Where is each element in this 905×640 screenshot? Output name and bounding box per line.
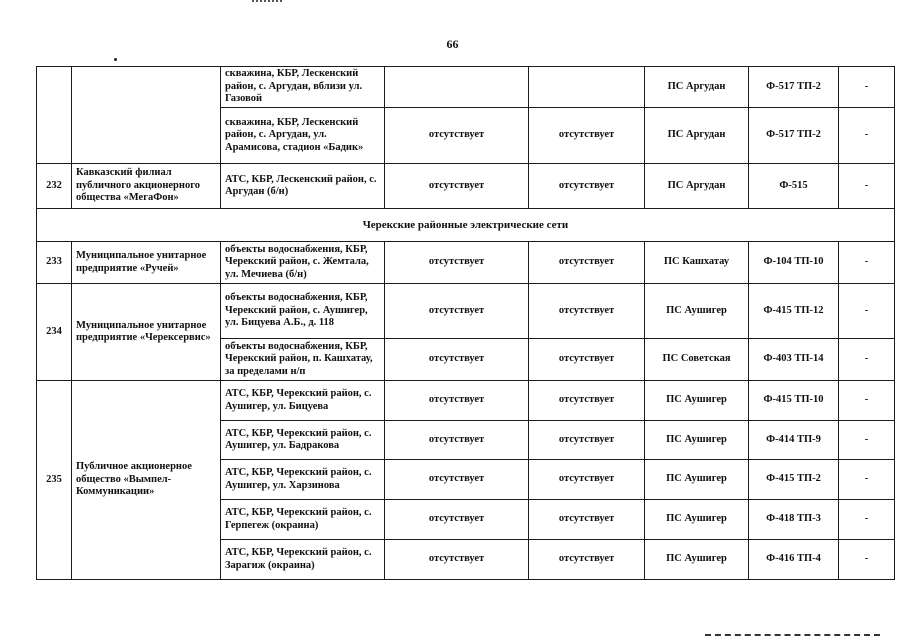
address-cell: АТС, КБР, Лескенский район, с. Аргудан (б/н)	[221, 164, 385, 209]
last-cell: -	[839, 460, 895, 500]
col5-cell: отсутствует	[529, 540, 645, 580]
col4-cell: отсутствует	[385, 460, 529, 500]
col5-cell: отсутствует	[529, 421, 645, 460]
substation-cell: ПС Аушигер	[645, 381, 749, 421]
col5-cell: отсутствует	[529, 500, 645, 540]
substation-cell: ПС Аушигер	[645, 540, 749, 580]
feeder-cell: Ф-515	[749, 164, 839, 209]
section-row	[37, 209, 895, 242]
feeder-cell: Ф-104 ТП-10	[749, 242, 839, 284]
feeder-cell: Ф-416 ТП-4	[749, 540, 839, 580]
last-cell: -	[839, 421, 895, 460]
table-row	[37, 67, 895, 108]
col4-cell: отсутствует	[385, 242, 529, 284]
feeder-cell: Ф-415 ТП-10	[749, 381, 839, 421]
col4-cell: отсутствует	[385, 164, 529, 209]
feeder-cell: Ф-414 ТП-9	[749, 421, 839, 460]
substation-cell: ПС Аушигер	[645, 421, 749, 460]
owner-cell: Кавказский филиал публичного акционерного общества «МегаФон»	[72, 164, 221, 209]
scan-speck	[114, 58, 117, 61]
feeder-cell: Ф-418 ТП-3	[749, 500, 839, 540]
owner-cell	[72, 67, 221, 164]
owner-cell: Муниципальное унитарное предприятие «Черексервис»	[72, 284, 221, 381]
data-table	[36, 66, 895, 580]
feeder-cell: Ф-517 ТП-2	[749, 67, 839, 108]
table-row	[37, 381, 895, 421]
col4-cell: отсутствует	[385, 500, 529, 540]
row-number-cell: 234	[37, 284, 72, 381]
last-cell: -	[839, 339, 895, 381]
table-row	[37, 164, 895, 209]
col5-cell: отсутствует	[529, 339, 645, 381]
col4-cell: отсутствует	[385, 381, 529, 421]
col4-cell: отсутствует	[385, 421, 529, 460]
last-cell: -	[839, 284, 895, 339]
last-cell: -	[839, 67, 895, 108]
scan-artifact-top	[252, 0, 282, 5]
col5-cell: отсутствует	[529, 381, 645, 421]
last-cell: -	[839, 500, 895, 540]
col5-cell	[529, 67, 645, 108]
last-cell: -	[839, 164, 895, 209]
owner-cell: Публичное акционерное общество «Вымпел-Коммуникации»	[72, 381, 221, 580]
page-number: 66	[446, 37, 459, 51]
col5-cell: отсутствует	[529, 108, 645, 164]
col5-cell: отсутствует	[529, 284, 645, 339]
scan-artifact-bottom	[705, 634, 880, 639]
col4-cell: отсутствует	[385, 339, 529, 381]
row-number-cell: 232	[37, 164, 72, 209]
feeder-cell: Ф-415 ТП-2	[749, 460, 839, 500]
table-row	[37, 284, 895, 339]
owner-cell: Муниципальное унитарное предприятие «Ручей»	[72, 242, 221, 284]
address-cell: АТС, КБР, Черекский район, с. Герпегеж (окраина)	[221, 500, 385, 540]
feeder-cell: Ф-517 ТП-2	[749, 108, 839, 164]
address-cell: АТС, КБР, Черекский район, с. Аушигер, ул. Бадракова	[221, 421, 385, 460]
col4-cell: отсутствует	[385, 108, 529, 164]
address-cell: объекты водоснабжения, КБР, Черекский район, с. Аушигер, ул. Бицуева А.Б., д. 118	[221, 284, 385, 339]
substation-cell: ПС Аргудан	[645, 108, 749, 164]
feeder-cell: Ф-415 ТП-12	[749, 284, 839, 339]
substation-cell: ПС Советская	[645, 339, 749, 381]
col4-cell	[385, 67, 529, 108]
address-cell: объекты водоснабжения, КБР, Черекский район, п. Кашхатау, за пределами н/п	[221, 339, 385, 381]
substation-cell: ПС Аргудан	[645, 164, 749, 209]
address-cell: скважина, КБР, Лескенский район, с. Аргудан, вблизи ул. Газовой	[221, 67, 385, 108]
col5-cell: отсутствует	[529, 164, 645, 209]
row-number-cell	[37, 67, 72, 164]
col5-cell: отсутствует	[529, 242, 645, 284]
table-row	[37, 242, 895, 284]
last-cell: -	[839, 242, 895, 284]
substation-cell: ПС Аушигер	[645, 500, 749, 540]
feeder-cell: Ф-403 ТП-14	[749, 339, 839, 381]
col4-cell: отсутствует	[385, 540, 529, 580]
row-number-cell: 235	[37, 381, 72, 580]
substation-cell: ПС Аушигер	[645, 460, 749, 500]
last-cell: -	[839, 108, 895, 164]
substation-cell: ПС Кашхатау	[645, 242, 749, 284]
col4-cell: отсутствует	[385, 284, 529, 339]
substation-cell: ПС Аргудан	[645, 67, 749, 108]
last-cell: -	[839, 540, 895, 580]
address-cell: скважина, КБР, Лескенский район, с. Аргудан, ул. Арамисова, стадион «Бадик»	[221, 108, 385, 164]
substation-cell: ПС Аушигер	[645, 284, 749, 339]
section-title: Черекские районные электрические сети	[37, 209, 895, 242]
last-cell: -	[839, 381, 895, 421]
address-cell: АТС, КБР, Черекский район, с. Зарагиж (окраина)	[221, 540, 385, 580]
col5-cell: отсутствует	[529, 460, 645, 500]
address-cell: объекты водоснабжения, КБР, Черекский район, с. Жемтала, ул. Мечиева (б/н)	[221, 242, 385, 284]
address-cell: АТС, КБР, Черекский район, с. Аушигер, ул. Бицуева	[221, 381, 385, 421]
row-number-cell: 233	[37, 242, 72, 284]
address-cell: АТС, КБР, Черекский район, с. Аушигер, ул. Харзинова	[221, 460, 385, 500]
